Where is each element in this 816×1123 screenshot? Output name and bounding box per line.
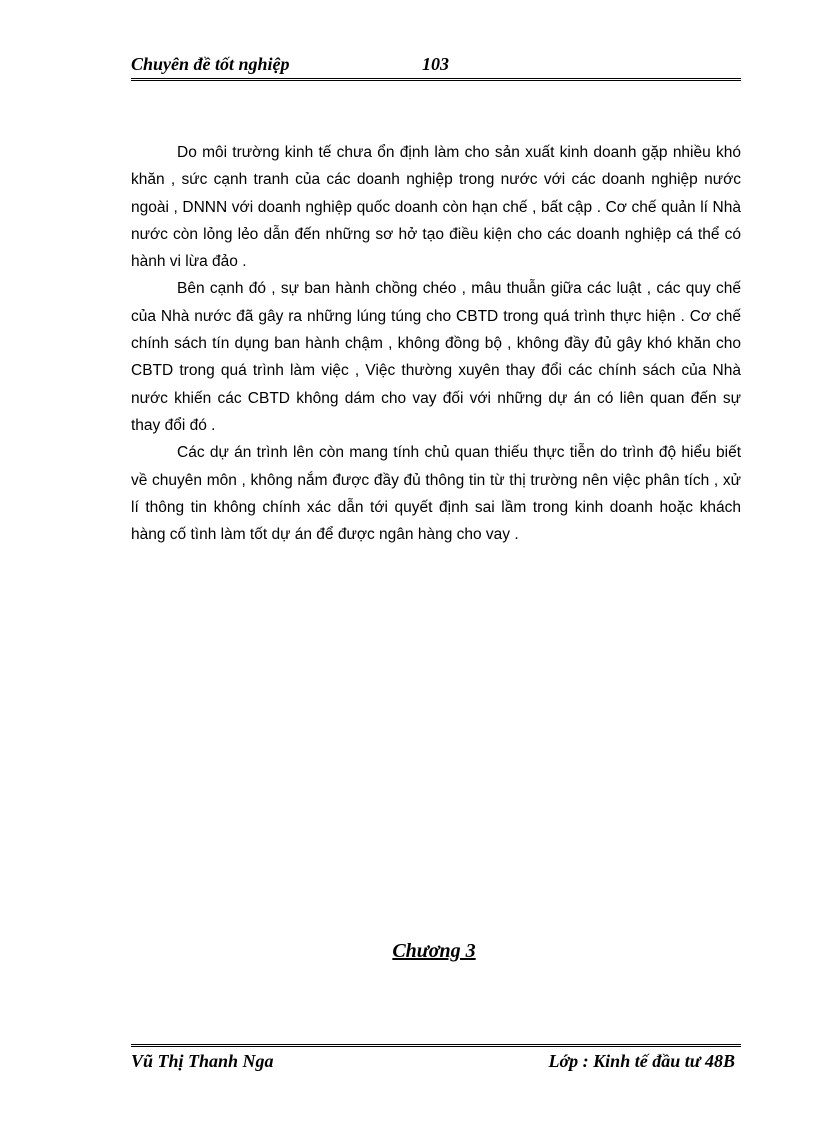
paragraph-2: Bên cạnh đó , sự ban hành chồng chéo , mâu thuẫn giữa các luật , các quy chế của Nhà nước đã gây ra những lúng túng cho CBTD trong quá trình thực hiện . Cơ chế chính sách tín dụng ban hành chậm , không đồng bộ , không đầy đủ gây khó khăn cho CBTD trong quá trình làm việc , Việc thường xuyên thay đổi các chính sách của Nhà nước khiến các CBTD không dám cho vay đối với những dự án có liên quan đến sự thay đổi đó . bbox=[131, 280, 741, 434]
page-header bbox=[131, 50, 741, 81]
page-footer bbox=[131, 1044, 741, 1077]
page-number: 103 bbox=[422, 54, 449, 74]
paragraph-3: Các dự án trình lên còn mang tính chủ quan thiếu thực tiễn do trình độ hiểu biết về chuyên môn , không nắm được đầy đủ thông tin từ thị trường nên việc phân tích , xử lí thông tin không chính xác dẫn tới quyết định sai lầm trong kinh doanh hoặc khách hàng cố tình làm tốt dự án để được ngân hàng cho vay . bbox=[131, 444, 741, 544]
class-label: Lớp : Kinh tế đầu tư 48B bbox=[548, 1051, 735, 1071]
paragraph-1: Do môi trường kinh tế chưa ổn định làm cho sản xuất kinh doanh gặp nhiều khó khăn , sức cạnh tranh của các doanh nghiệp trong nước với các doanh nghiệp nước ngoài , DNNN với doanh nghiệp quốc doanh còn hạn chế , bất cập . Cơ chế quản lí Nhà nước còn lỏng lẻo dẫn đến những sơ hở tạo điều kiện cho các doanh nghiệp cá thể có hành vi lừa đảo . bbox=[131, 144, 741, 271]
chapter-heading: Chương 3 bbox=[392, 940, 476, 962]
document-title: Chuyên đề tốt nghiệp bbox=[131, 54, 290, 74]
author-name: Vũ Thị Thanh Nga bbox=[131, 1051, 274, 1071]
body-text bbox=[131, 139, 741, 548]
